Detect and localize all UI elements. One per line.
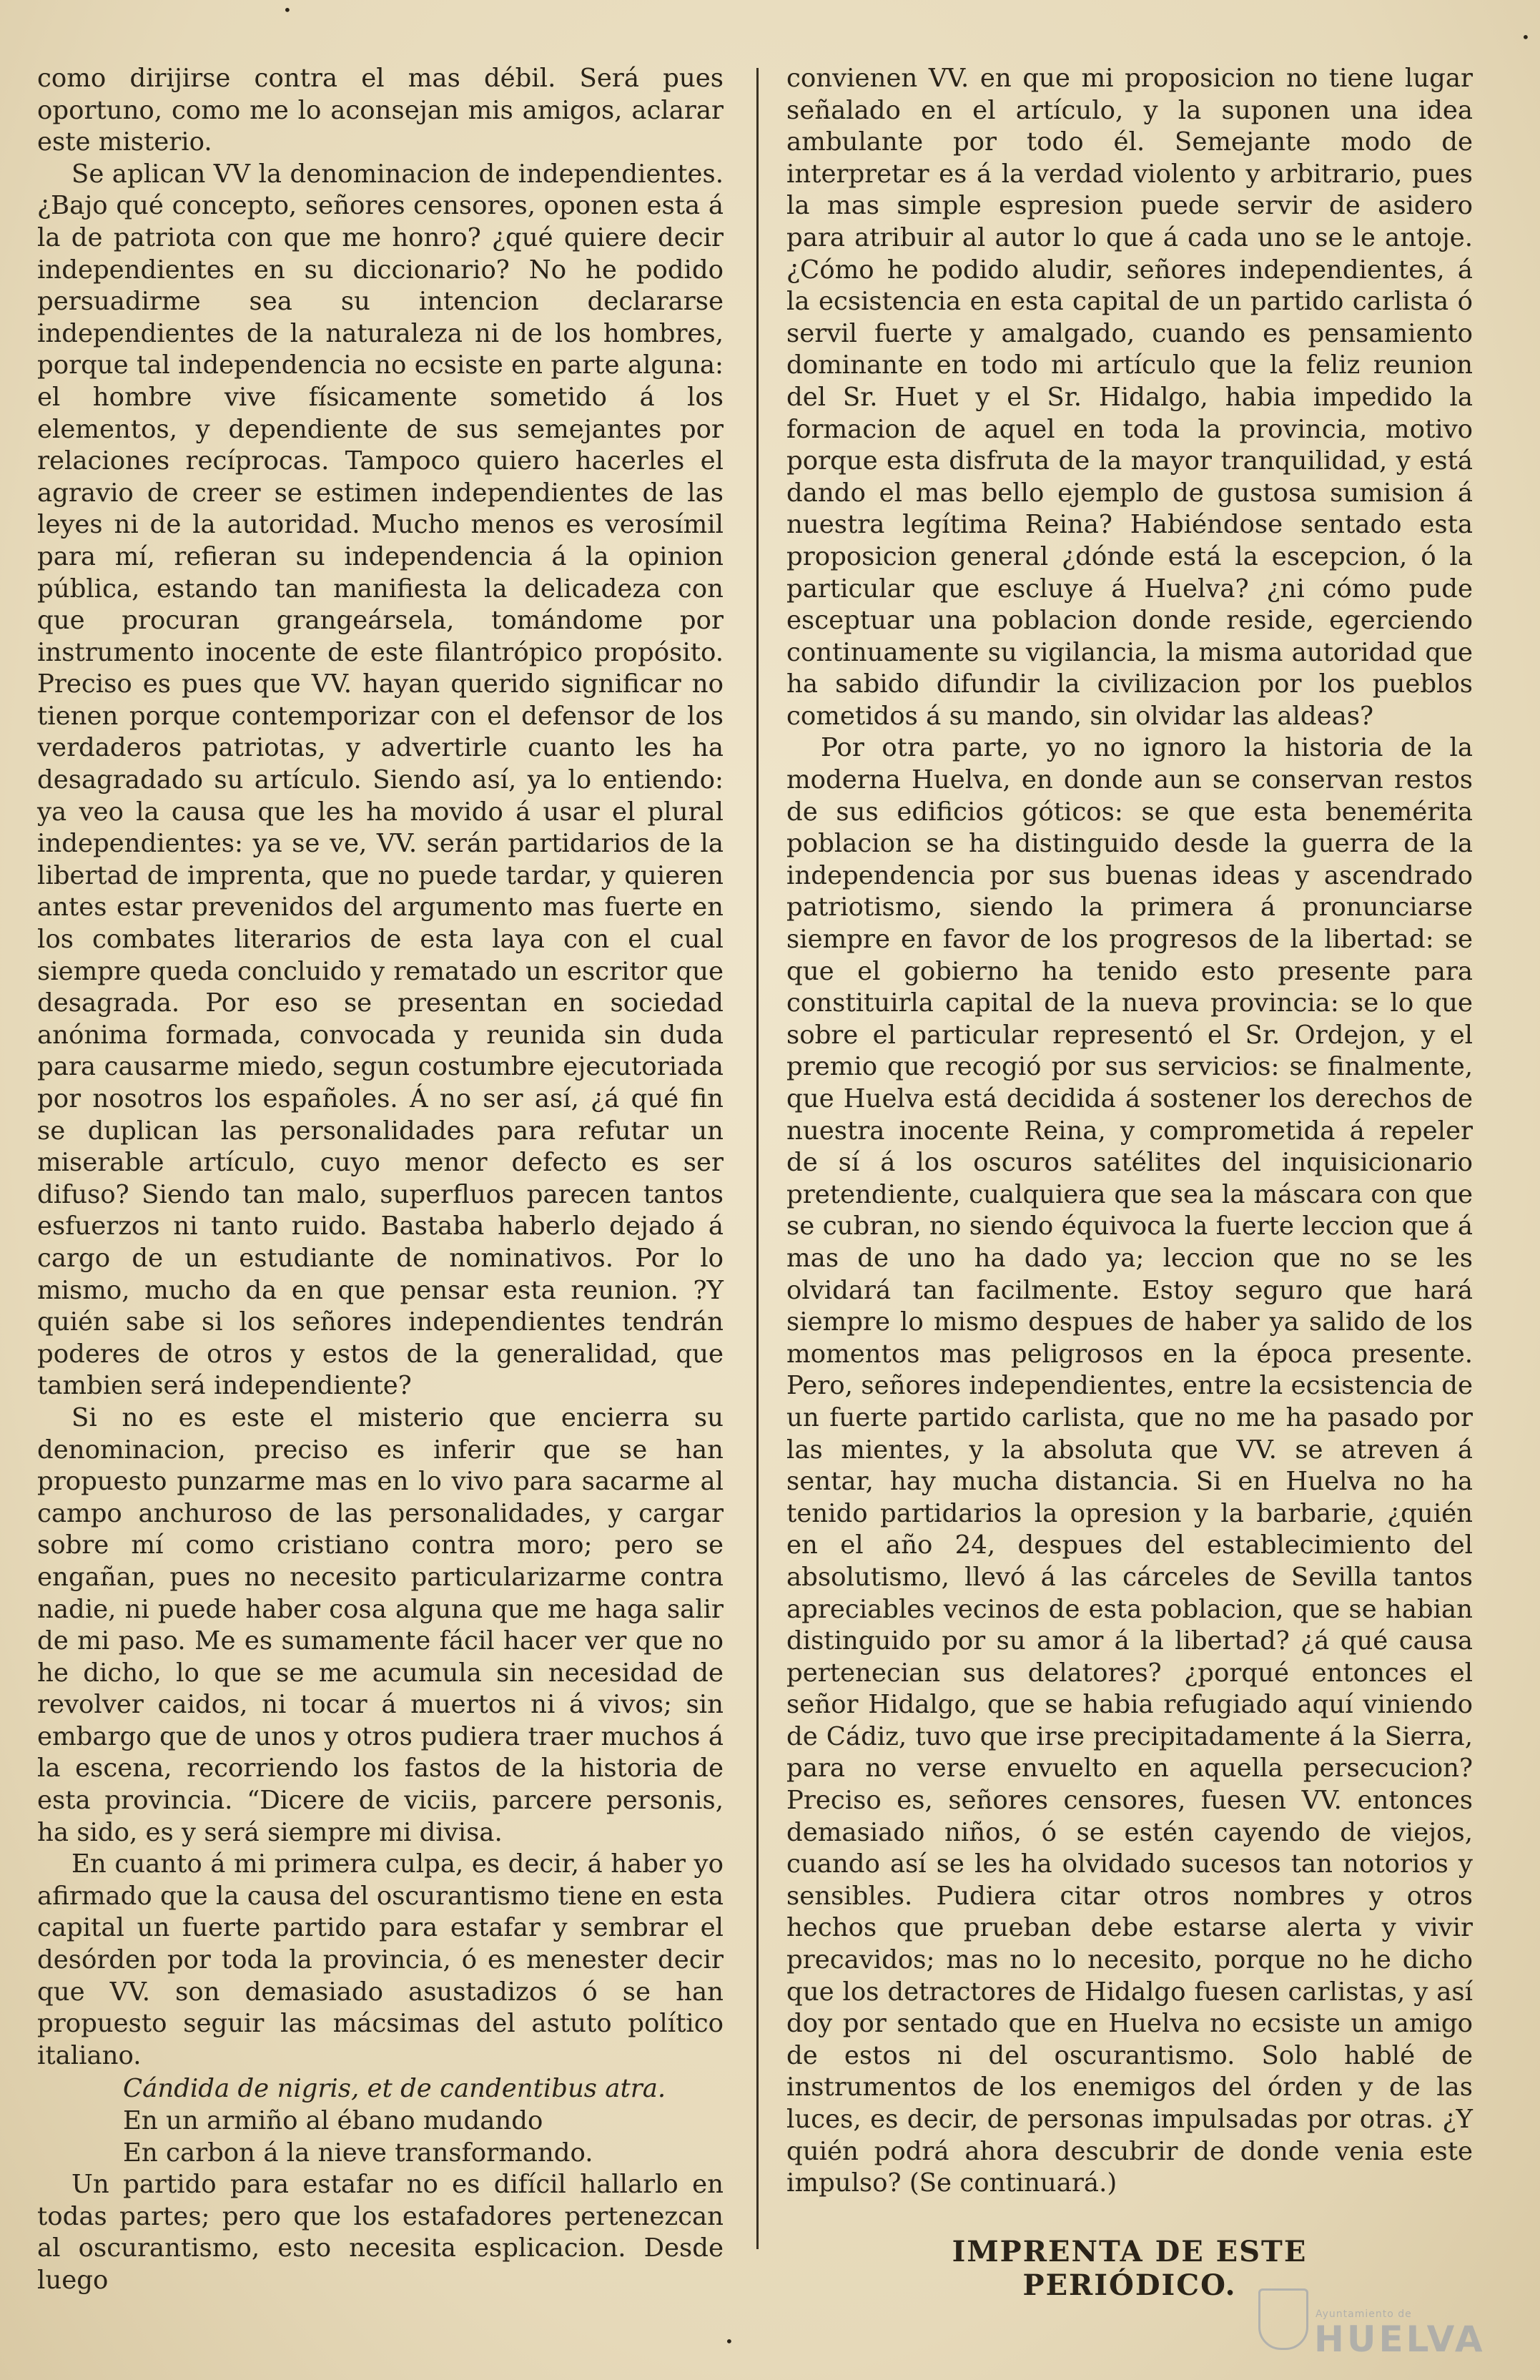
- page-speck: •: [283, 1, 292, 19]
- left-column: [37, 63, 724, 2297]
- right-paragraph-2: Por otra parte, yo no ignoro la historia de la moderna Huelva, en donde aun se conservan restos de sus edificios góticos: se que esta benemérita poblacion se ha distinguido desde la guerra de la independencia por sus buenas ideas y ascendrado patriotismo, siendo la primera á pronunciarse siempre en favor de los progresos de la libertad: se que el gobierno ha tenido esto presente para constituirla capital de la nueva provincia: se lo que sobre el particular representó el Sr. Ordejon, y el premio que recogió por sus servicios: se finalmente, que Huelva está decidida á sostener los derechos de nuestra inocente Reina, y comprometida á repeler de sí á los oscuros satélites del inquisicionario pretendiente, cualquiera que sea la máscara con que se cubran, no siendo équivoca la fuerte leccion que á mas de uno ha dado ya; leccion que no se les olvidará tan facilmente. Estoy seguro que hará siempre lo mismo despues de haber ya salido de los momentos mas peligrosos en la época presente. Pero, señores independientes, entre la ecsistencia de un fuerte partido carlista, que no me ha pasado por las mientes, y la absoluta que VV. se atreven á sentar, hay mucha distancia. Si en Huelva no ha tenido partidarios la opresion y la barbarie, ¿quién en el año 24, despues del establecimiento del absolutismo, llevó á las cárceles de Sevilla tantos apreciables vecinos de esta poblacion, que se habian distinguido por su amor á la libertad? ¿á qué causa pertenecian sus delatores? ¿porqué entonces el señor Hidalgo, que se habia refugiado aquí viniendo de Cádiz, tuvo que irse precipitadamente á la Sierra, para no verse envuelto en aquella persecucion? Preciso es, señores censores, fuesen VV. entonces demasiado niños, ó se estén cayendo de viejos, cuando así se les ha olvidado sucesos tan notorios y sensibles. Pudiera citar otros nombres y otros hechos que prueban debe estarse alerta y vivir precavidos; mas no lo necesito, porque no he dicho que los detractores de Hidalgo fuesen carlistas, y así doy por sentado que en Huelva no ecsiste un amigo de estos ni del oscurantismo. Solo hablé de instrumentos de los enemigos del órden y de las luces, es decir, de personas impulsadas por otras. ¿Y quién podrá ahora descubrir de donde venia este impulso? (Se continuará.): [786, 733, 1473, 2198]
- printer-imprint: IMPRENTA DE ESTE PERIÓDICO.: [952, 2235, 1308, 2302]
- archive-watermark: [1258, 2281, 1487, 2367]
- page-speck: •: [725, 2333, 734, 2350]
- watermark-org: Ayuntamiento de: [1316, 2308, 1412, 2320]
- verse-quote: [123, 2073, 724, 2169]
- watermark-city: HUELVA: [1314, 2318, 1486, 2360]
- column-divider: [756, 68, 759, 2249]
- left-paragraph-3: Si no es este el misterio que encierra su denominacion, preciso es inferir que se han propuesto punzarme mas en lo vivo para sacarme al campo anchuroso de las personalidades, y cargar sobre mí como cristiano contra moro; pero se engañan, pues no necesito particularizarme contra nadie, ni puede haber cosa alguna que me haga salir de mi paso. Me es sumamente fácil hacer ver que no he dicho, lo que se me acumula sin necesidad de revolver caidos, ni tocar á muertos ni á vivos; sin embargo que de unos y otros pudiera traer muchos á la escena, recorriendo los fastos de la historia de esta provincia. “Dicere de viciis, parcere personis, ha sido, es y será siempre mi divisa.: [37, 1402, 724, 1847]
- right-paragraph-1: convienen VV. en que mi proposicion no tiene lugar señalado en el artículo, y la suponen una idea ambulante por todo él. Semejante modo de interpretar es á la verdad violento y arbitrario, pues la mas simple espresion puede servir de asidero para atribuir al autor lo que á cada uno se le antoje. ¿Cómo he podido aludir, señores independientes, á la ecsistencia en esta capital de un partido carlista ó servil fuerte y amalgado, cuando es pensamiento dominante en todo mi artículo que la feliz reunion del Sr. Huet y el Sr. Hidalgo, habia impedido la formacion de aquel en toda la provincia, motivo porque esta disfruta de la mayor tranquilidad, y está dando el mas bello ejemplo de gustosa sumision á nuestra legítima Reina? Habiéndose sentado esta proposicion general ¿dónde está la escepcion, ó la particular que escluye á Huelva? ¿ni cómo pude esceptuar una poblacion donde reside, egerciendo continuamente su vigilancia, la misma autoridad que ha sabido difundir la civilizacion por los pueblos cometidos á su mando, sin olvidar las aldeas?: [786, 64, 1473, 731]
- verse-line-2: En un armiño al ébano mudando: [123, 2106, 543, 2135]
- page-speck: •: [1521, 29, 1530, 46]
- verse-line-latin: Cándida de nigris, et de candentibus atra.: [123, 2074, 666, 2104]
- left-paragraph-5: Un partido para estafar no es difícil hallarlo en todas partes; pero que los estafadores pertenezcan al oscurantismo, esto necesita esplicacion. Desde luego: [37, 2170, 724, 2295]
- right-column: [786, 63, 1473, 2200]
- left-paragraph-1: como dirijirse contra el mas débil. Será pues oportuno, como me lo aconsejan mis amigos, aclarar este misterio.: [37, 64, 724, 157]
- coat-of-arms-icon: [1258, 2288, 1308, 2350]
- left-paragraph-2: Se aplican VV la denominacion de independientes. ¿Bajo qué concepto, señores censores, oponen esta á la de patriota con que me honro? ¿qué quiere decir independientes en su diccionario? No he podido persuadirme sea su intencion declararse independientes de la naturaleza ni de los hombres, porque tal independencia no ecsiste en parte alguna: el hombre vive físicamente sometido á los elementos, y dependiente de sus semejantes por relaciones recíprocas. Tampoco quiero hacerles el agravio de creer se estimen independientes de las leyes ni de la autoridad. Mucho menos es verosímil para mí, refieran su independencia á la opinion pública, estando tan manifiesta la delicadeza con que procuran grangeársela, tomándome por instrumento inocente de este filantrópico propósito. Preciso es pues que VV. hayan querido significar no tienen porque contemporizar con el defensor de los verdaderos patriotas, y advertirle cuanto les ha desagradado su artículo. Siendo así, ya lo entiendo: ya veo la causa que les ha movido á usar el plural independientes: ya se ve, VV. serán partidarios de la libertad de imprenta, que no puede tardar, y quieren antes estar prevenidos del argumento mas fuerte en los combates literarios de esta laya con el cual siempre queda concluido y rematado un escritor que desagrada. Por eso se presentan en sociedad anónima formada, convocada y reunida sin duda para causarme miedo, segun costumbre ejecutoriada por nosotros los españoles. Á no ser así, ¿á qué fin se duplican las personalidades para refutar un miserable artículo, cuyo menor defecto es ser difuso? Siendo tan malo, superfluos parecen tantos esfuerzos ni tanto ruido. Bastaba haberlo dejado á cargo de un estudiante de nominativos. Por lo mismo, mucho da en que pensar esta reunion. ?Y quién sabe si los señores independientes tendrán poderes de otros y estos de la generalidad, que tambien será independiente?: [37, 159, 724, 1401]
- left-paragraph-4: En cuanto á mi primera culpa, es decir, á haber yo afirmado que la causa del oscurantismo tiene en esta capital un fuerte partido para estafar y sembrar el desórden por toda la provincia, ó es menester decir que VV. son demasiado asustadizos ó se han propuesto seguir las mácsimas del astuto político italiano.: [37, 1849, 724, 2070]
- verse-line-3: En carbon á la nieve transformando.: [123, 2138, 593, 2168]
